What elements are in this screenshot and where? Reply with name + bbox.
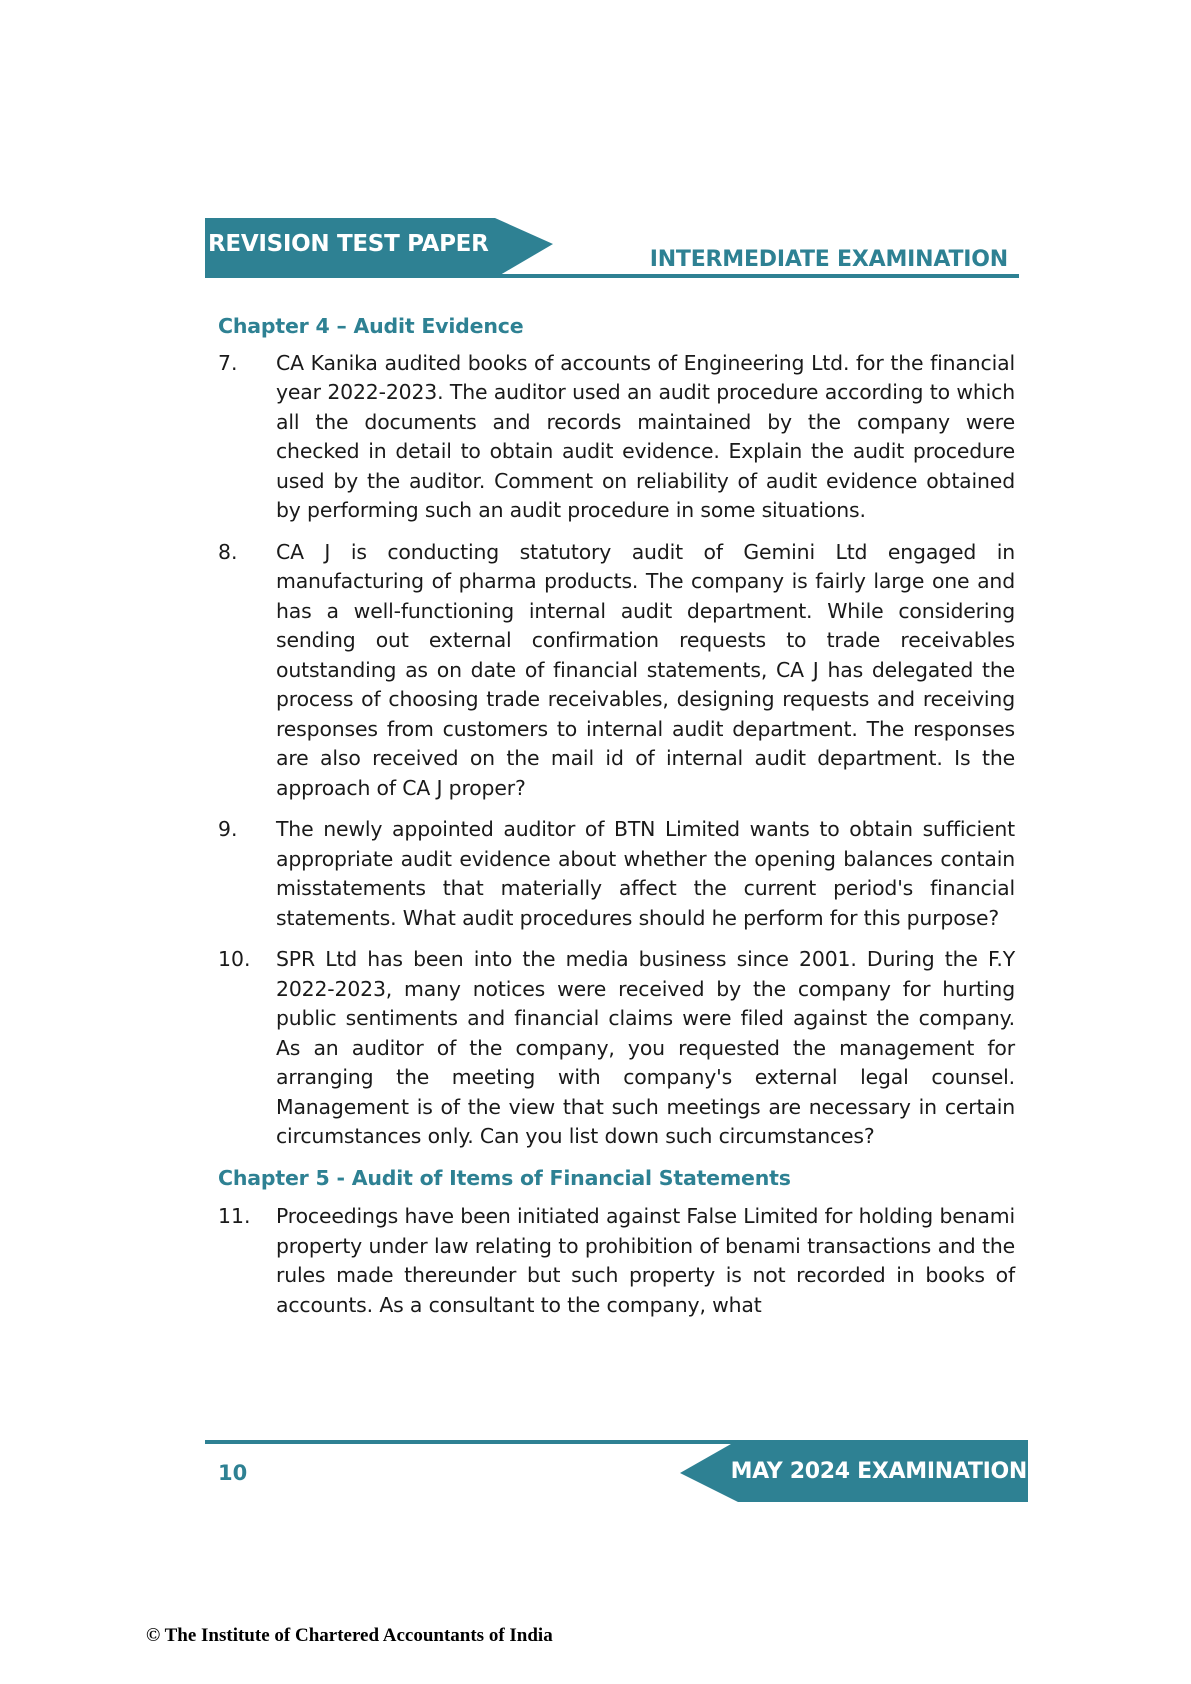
question-text: SPR Ltd has been into the media business since 2001. During the F.Y 2022-2023, many notices were received by the company for hurting public sentiments and financial claims were filed against the company. As an auditor of the company, you requested the management for arranging the meeting with company's external legal counsel. Management is of the view that such meetings are necessary in certain circumstances only. Can you list down such circumstances? <box>276 947 1015 1148</box>
header-exam-label: INTERMEDIATE EXAMINATION <box>649 247 1008 272</box>
question-item <box>218 815 1015 933</box>
footer-banner-label: MAY 2024 EXAMINATION <box>730 1459 1027 1484</box>
header-banner-label: REVISION TEST PAPER <box>208 231 489 257</box>
question-number: 9. <box>218 817 238 841</box>
question-number: 8. <box>218 539 238 564</box>
question-number: 11. <box>218 1204 251 1228</box>
copyright-notice: © The Institute of Chartered Accountants of India <box>146 1625 553 1646</box>
chapter-heading: Chapter 4 – Audit Evidence <box>218 314 524 338</box>
page-number: 10 <box>218 1461 248 1485</box>
question-item <box>218 349 1015 526</box>
question-item <box>218 538 1015 804</box>
question-item <box>218 1202 1015 1320</box>
page-content <box>218 312 1015 1332</box>
question-text: CA J is conducting statutory audit of Gemini Ltd engaged in manufacturing of pharma products. The company is fairly large one and has a well-functioning internal audit department. While considering sending out external confirmation requests to trade receivables outstanding as on date of financial statements, CA J has delegated the process of choosing trade receivables, designing requests and receiving responses from customers to internal audit department. The responses are also received on the mail id of internal audit department. Is the approach of CA J proper? <box>276 539 1015 800</box>
header-rule <box>205 274 1019 278</box>
question-item <box>218 945 1015 1152</box>
question-text: The newly appointed auditor of BTN Limited wants to obtain sufficient appropriate audit evidence about whether the opening balances contain misstatements that materially affect the current period's financial statements. What audit procedures should he perform for this purpose? <box>276 817 1015 930</box>
chapter-heading: Chapter 5 - Audit of Items of Financial Statements <box>218 1165 791 1190</box>
question-text: CA Kanika audited books of accounts of Engineering Ltd. for the financial year 2022-2023. The auditor used an audit procedure according to which all the documents and records maintained by the company were checked in detail to obtain audit evidence. Explain the audit procedure used by the auditor. Comment on reliability of audit evidence obtained by performing such an audit procedure in some situations. <box>276 350 1015 522</box>
question-text: Proceedings have been initiated against False Limited for holding benami property under law relating to prohibition of benami transactions and the rules made thereunder but such property is not recorded in books of accounts. As a consultant to the company, what <box>276 1204 1015 1317</box>
question-number: 10. <box>218 947 251 971</box>
question-number: 7. <box>218 350 238 375</box>
